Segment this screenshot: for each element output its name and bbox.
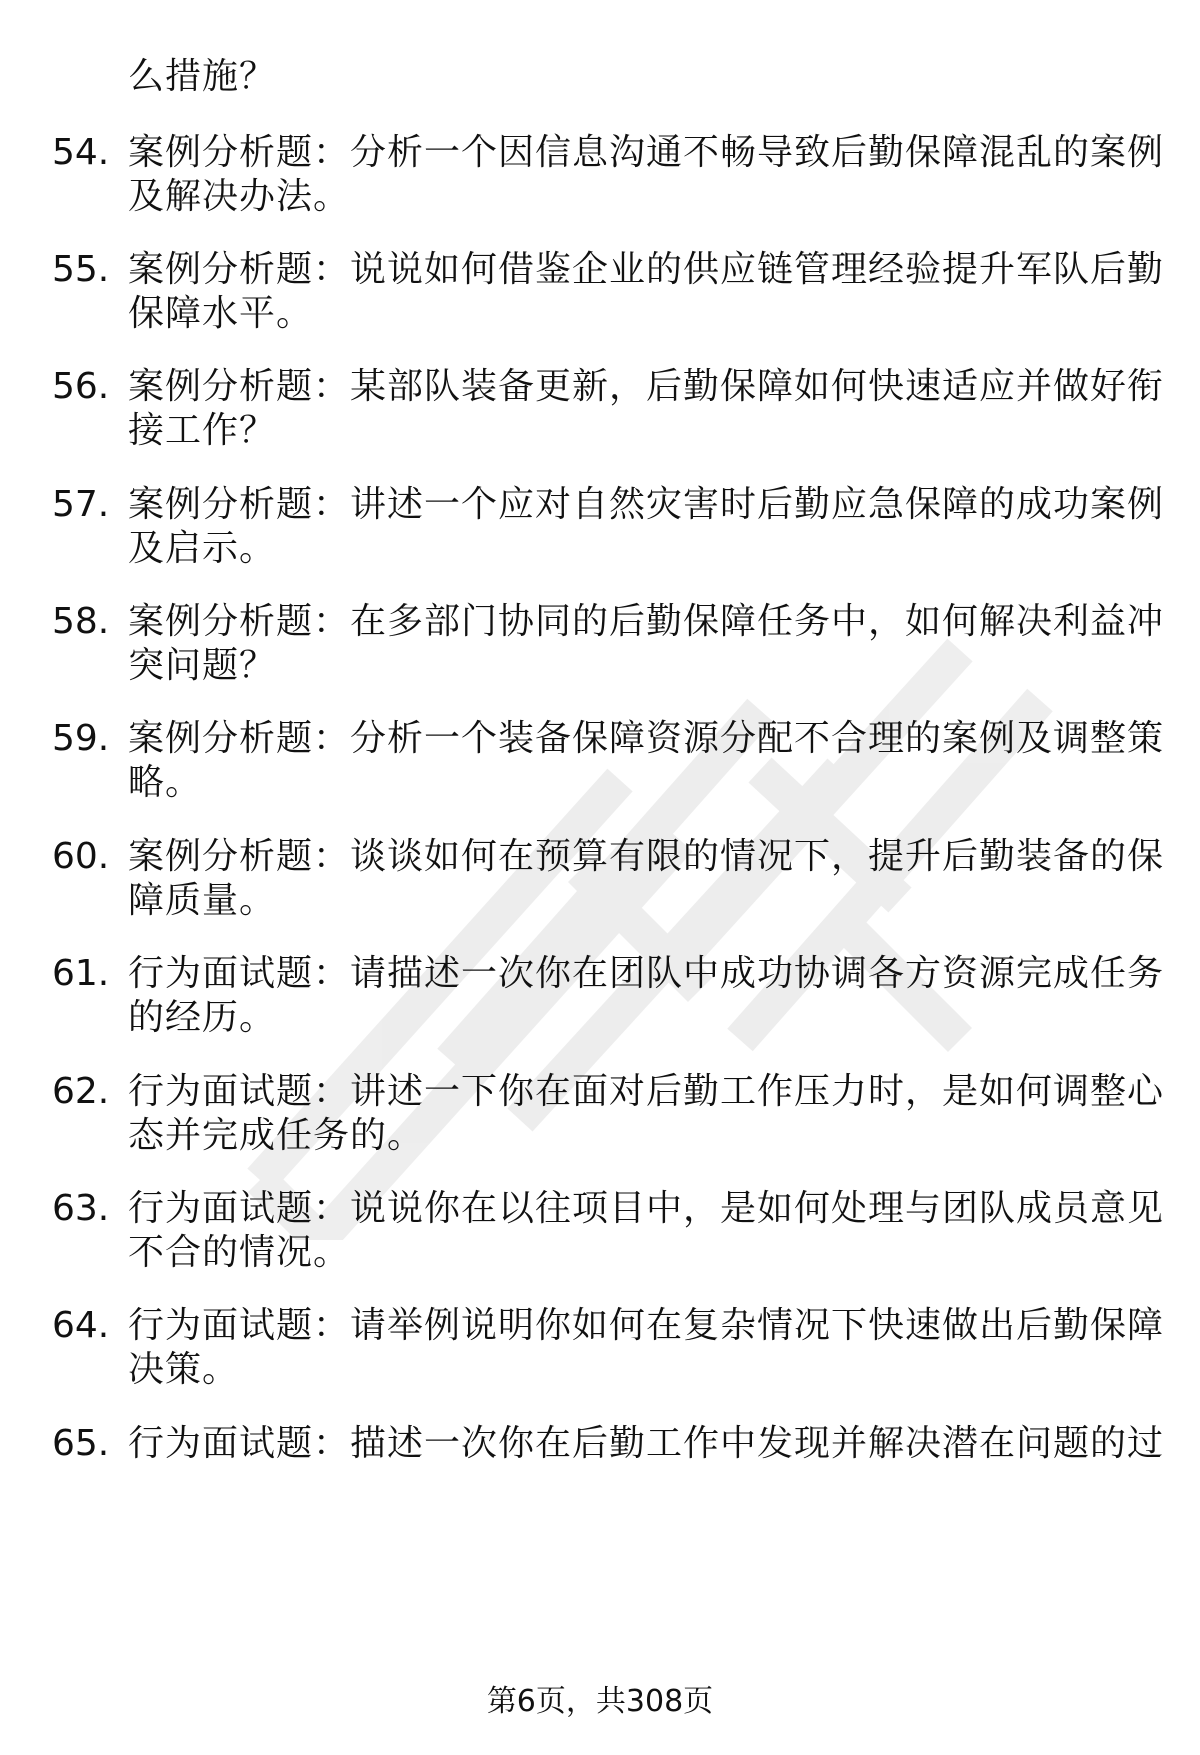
item-number: 59.	[52, 718, 110, 759]
item-text-line2: 保障水平。	[128, 293, 314, 334]
item-text-line2: 不合的情况。	[128, 1232, 351, 1273]
item-text-line2: 突问题？	[128, 645, 277, 686]
continuation-text: 么措施？	[128, 56, 277, 97]
item-text-line1: 行为面试题：讲述一下你在面对后勤工作压力时，是如何调整心	[128, 1071, 1165, 1112]
item-text-line1: 行为面试题：描述一次你在后勤工作中发现并解决潜在问题的过	[128, 1423, 1165, 1464]
item-text-line1: 行为面试题：说说你在以往项目中，是如何处理与团队成员意见	[128, 1188, 1165, 1229]
item-text-line2: 接工作？	[128, 410, 277, 451]
item-text-line2: 障质量。	[128, 880, 277, 921]
item-text-line1: 行为面试题：请描述一次你在团队中成功协调各方资源完成任务	[128, 953, 1165, 994]
item-number: 55.	[52, 249, 110, 290]
item-number: 57.	[52, 484, 110, 525]
item-number: 64.	[52, 1305, 110, 1346]
item-text-line1: 案例分析题：分析一个装备保障资源分配不合理的案例及调整策	[128, 718, 1165, 759]
page-footer: 第6页，共308页	[486, 1684, 714, 1719]
item-text-line1: 案例分析题：在多部门协同的后勤保障任务中，如何解决利益冲	[128, 601, 1165, 642]
item-text-line1: 案例分析题：说说如何借鉴企业的供应链管理经验提升军队后勤	[128, 249, 1165, 290]
item-text-line1: 案例分析题：分析一个因信息沟通不畅导致后勤保障混乱的案例	[128, 132, 1165, 173]
item-number: 63.	[52, 1188, 110, 1229]
item-text-line2: 及解决办法。	[128, 176, 351, 217]
item-number: 56.	[52, 366, 110, 407]
item-text-line1: 案例分析题：某部队装备更新，后勤保障如何快速适应并做好衔	[128, 366, 1165, 407]
item-number: 54.	[52, 132, 110, 173]
item-text-line2: 决策。	[128, 1349, 240, 1390]
item-number: 60.	[52, 836, 110, 877]
item-text-line1: 行为面试题：请举例说明你如何在复杂情况下快速做出后勤保障	[128, 1305, 1165, 1346]
item-number: 65.	[52, 1423, 110, 1464]
item-text-line2: 态并完成任务的。	[128, 1115, 425, 1156]
item-text-line1: 案例分析题：谈谈如何在预算有限的情况下，提升后勤装备的保	[128, 836, 1165, 877]
item-text-line2: 的经历。	[128, 997, 277, 1038]
item-text-line2: 及启示。	[128, 528, 277, 569]
item-text-line1: 案例分析题：讲述一个应对自然灾害时后勤应急保障的成功案例	[128, 484, 1165, 525]
item-number: 62.	[52, 1071, 110, 1112]
item-text-line2: 略。	[128, 762, 203, 803]
item-number: 61.	[52, 953, 110, 994]
item-number: 58.	[52, 601, 110, 642]
